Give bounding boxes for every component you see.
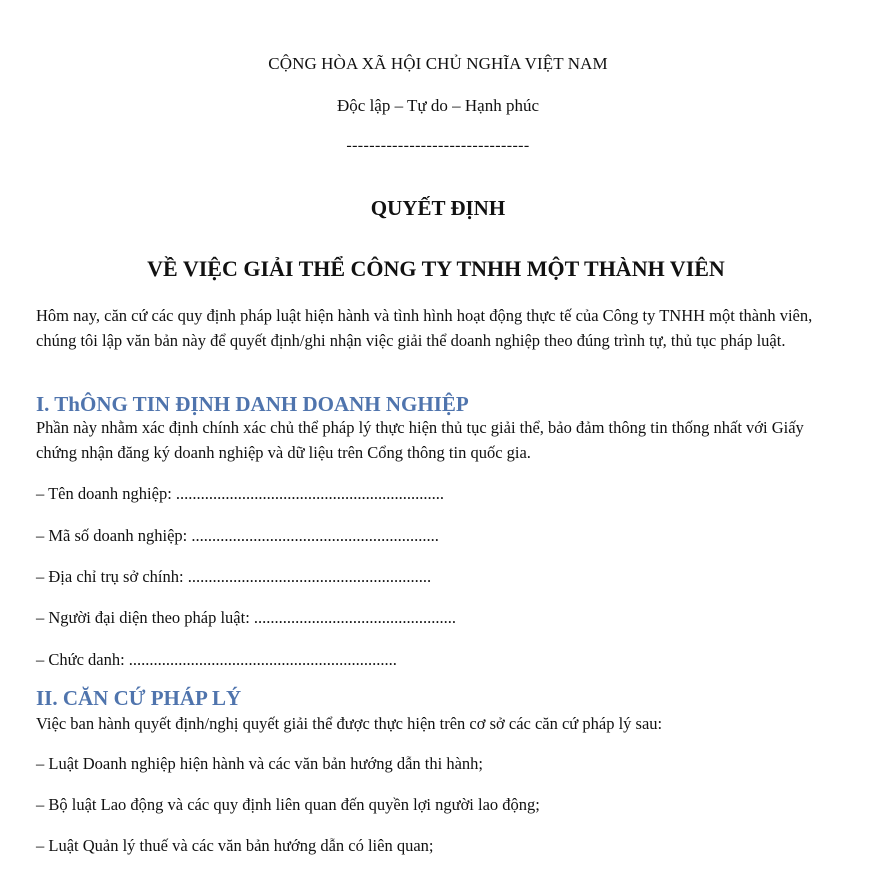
field-company-name: – Tên doanh nghiệp: ................................................................. [36,484,445,503]
section-1-heading: I. ThÔNG TIN ĐỊNH DANH DOANH NGHIỆP [36,392,469,416]
header-divider: -------------------------------- [346,137,530,154]
section-2-description: Việc ban hành quyết định/nghị quyết giải thể được thực hiện trên cơ sở các căn cứ pháp lý sau: [36,714,663,733]
field-head-office-address: – Địa chỉ trụ sở chính: ........................................................... [36,567,432,586]
legal-basis-item: – Luật Quản lý thuế và các văn bản hướng dẫn có liên quan; [36,836,434,855]
document-subtitle: VỀ VIỆC GIẢI THỂ CÔNG TY TNHH MỘT THÀNH VIÊN [147,256,725,281]
legal-basis-item: – Bộ luật Lao động và các quy định liên quan đến quyền lợi người lao động; [36,795,540,814]
legal-basis-item: – Luật Doanh nghiệp hiện hành và các văn bản hướng dẫn thi hành; [36,754,483,773]
section-2-heading: II. CĂN CỨ PHÁP LÝ [36,686,242,710]
field-legal-representative: – Người đại diện theo pháp luật: ................................................. [36,608,457,627]
document-title: QUYẾT ĐỊNH [370,196,506,220]
intro-paragraph: Hôm nay, căn cứ các quy định pháp luật hiện hành và tình hình hoạt động thực tế của Công ty TNHH một thành viên, chúng tôi lập văn bản này để quyết định/ghi nhận việc giải thể doanh nghiệp theo đúng trình tự, thủ tục pháp luật. [36,306,813,350]
national-motto: Độc lập – Tự do – Hạnh phúc [337,96,539,115]
section-1-description: Phần này nhằm xác định chính xác chủ thể pháp lý thực hiện thủ tục giải thể, bảo đảm thông tin thống nhất với Giấy chứng nhận đăng ký doanh nghiệp và dữ liệu trên Cổng thông tin quốc gia. [36,418,804,462]
field-position: – Chức danh: ................................................................. [36,650,397,669]
field-company-code: – Mã số doanh nghiệp: ............................................................ [36,526,439,545]
national-title: CỘNG HÒA XÃ HỘI CHỦ NGHĨA VIỆT NAM [268,54,608,73]
